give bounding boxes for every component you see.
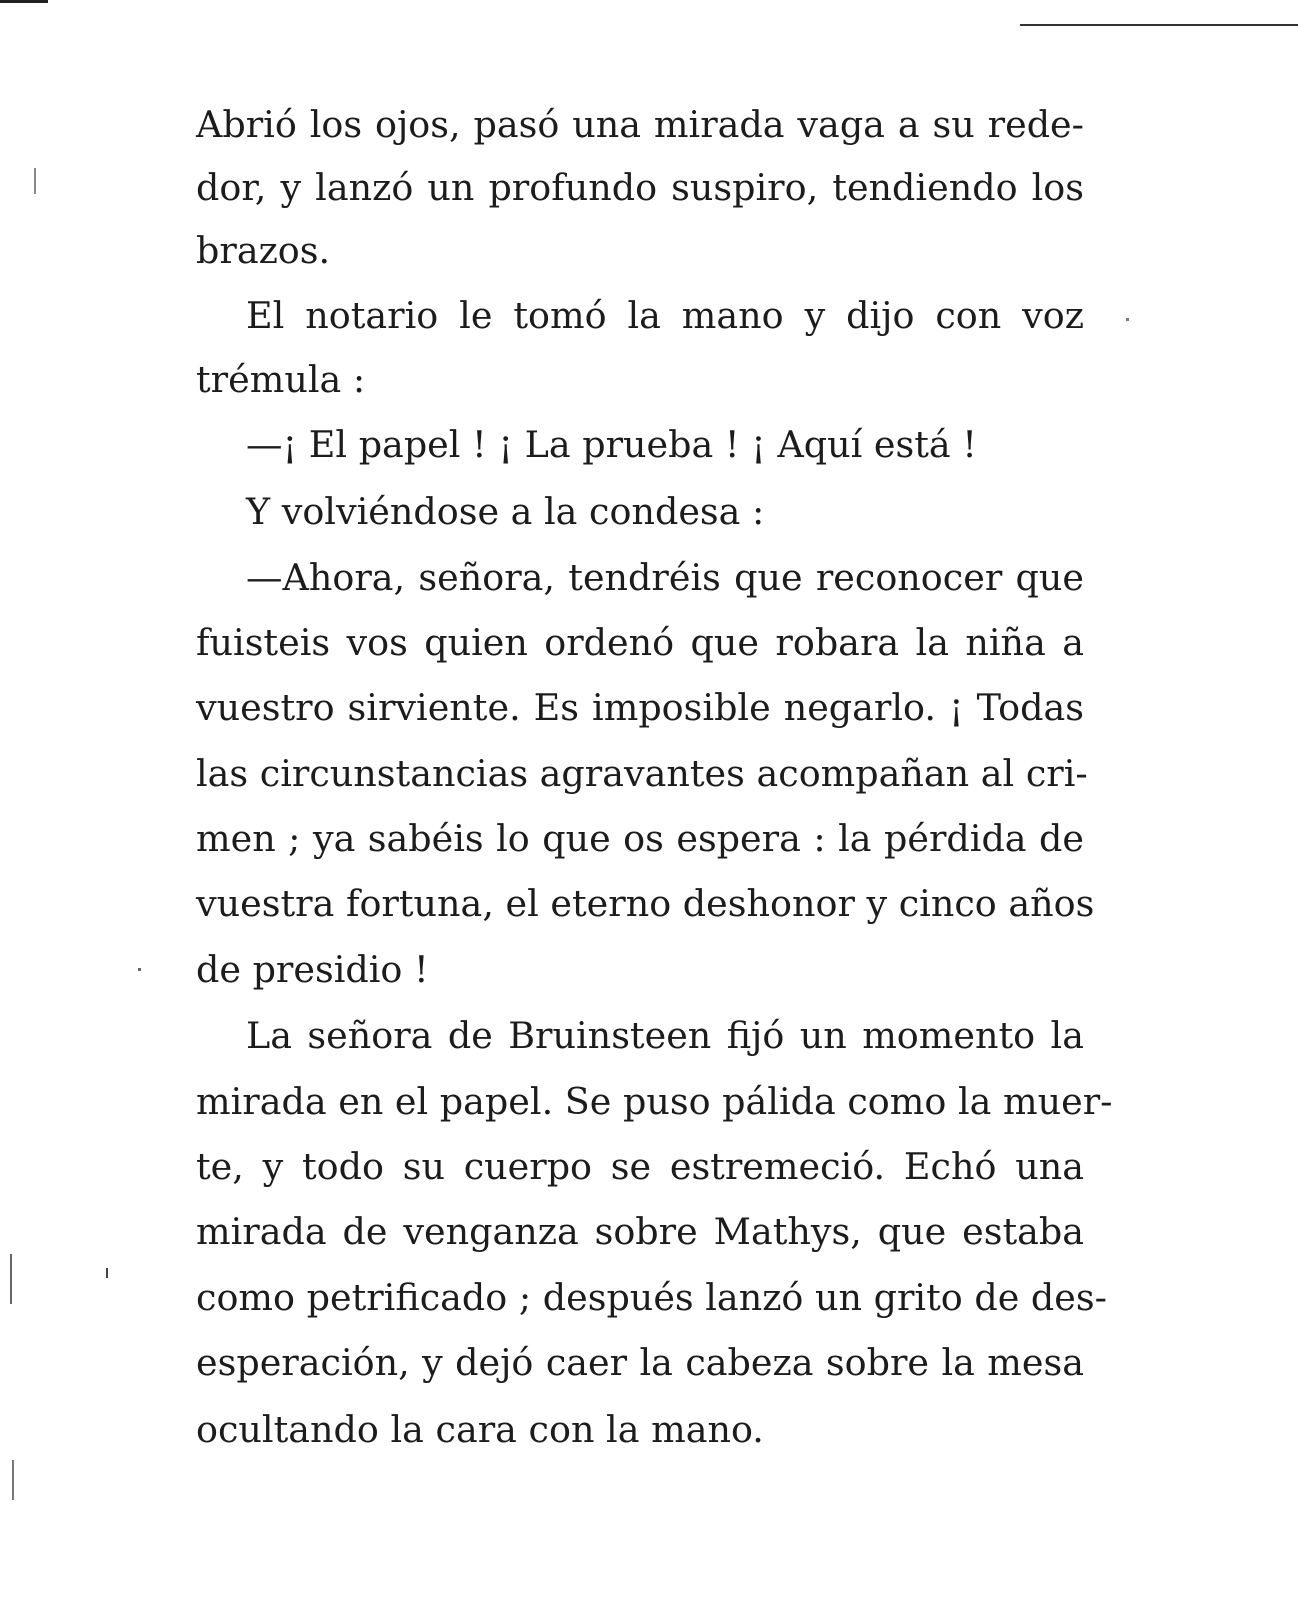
text-line-8: —Ahora, señora, tendréis que reconocer que <box>246 556 1084 599</box>
text-line-20: esperación, y dejó caer la cabeza sobre la mesa <box>196 1341 1084 1384</box>
text-line-13: vuestra fortuna, el eterno deshonor y cinco años <box>196 882 1095 925</box>
text-line-6: —¡ El papel ! ¡ La prueba ! ¡ Aquí está ! <box>246 423 977 466</box>
text-line-10: vuestro sirviente. Es imposible negarlo. ¡ Todas <box>196 686 1084 729</box>
text-line-18: mirada de venganza sobre Mathys, que estaba <box>196 1210 1084 1253</box>
text-line-16: mirada en el papel. Se puso pálida como la muer- <box>196 1080 1113 1123</box>
margin-mark <box>12 1460 14 1500</box>
text-line-15: La señora de Bruinsteen fijó un momento la <box>246 1014 1084 1057</box>
text-line-11: las circunstancias agravantes acompañan al cri- <box>196 752 1088 795</box>
text-line-19: como petrificado ; después lanzó un grito de des- <box>196 1276 1107 1319</box>
margin-mark <box>138 968 141 971</box>
text-line-2: dor, y lanzó un profundo suspiro, tendiendo los <box>196 166 1084 209</box>
text-line-14: de presidio ! <box>196 948 429 991</box>
text-line-1: Abrió los ojos, pasó una mirada vaga a su rede- <box>196 103 1084 146</box>
margin-mark <box>10 1254 12 1304</box>
text-line-5: trémula : <box>196 358 366 401</box>
text-line-17: te, y todo su cuerpo se estremeció. Echó una <box>196 1145 1084 1188</box>
text-line-7: Y volviéndose a la condesa : <box>246 490 765 533</box>
margin-mark <box>34 168 36 194</box>
text-line-9: fuisteis vos quien ordenó que robara la niña a <box>196 621 1084 664</box>
margin-mark <box>1126 318 1129 321</box>
text-line-12: men ; ya sabéis lo que os espera : la pérdida de <box>196 817 1084 860</box>
text-line-3: brazos. <box>196 229 331 272</box>
margin-mark <box>106 1268 108 1278</box>
text-line-21: ocultando la cara con la mano. <box>196 1408 764 1451</box>
text-line-4: El notario le tomó la mano y dijo con voz <box>246 294 1084 337</box>
